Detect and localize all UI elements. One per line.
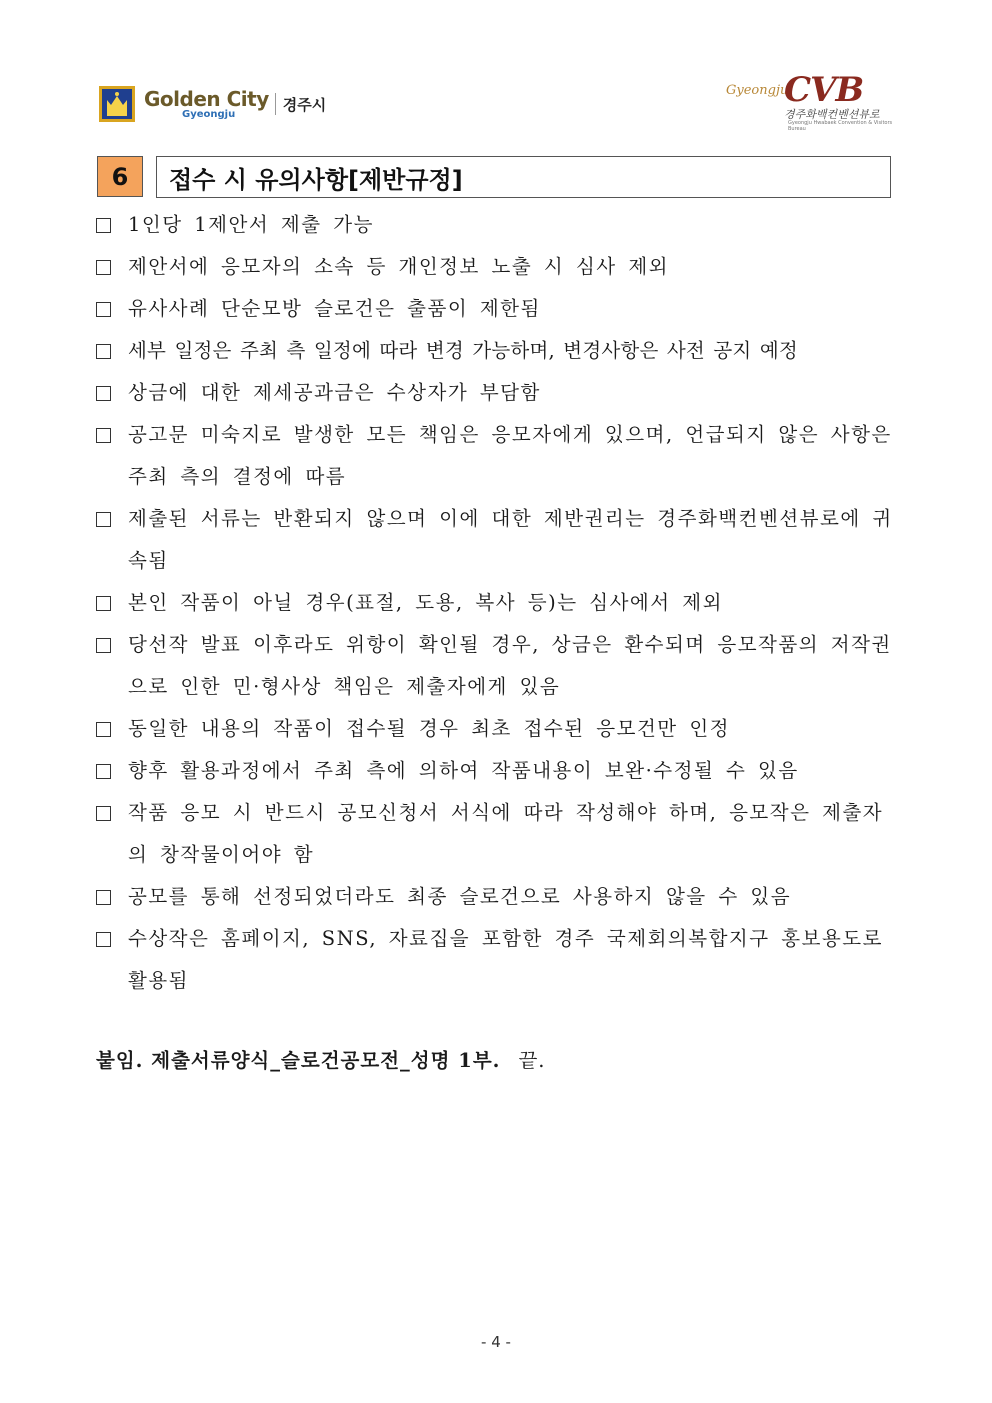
list-item-text: 작품 응모 시 반드시 공모신청서 서식에 따라 작성해야 하며, 응모작은 제출자의 창작물이어야 함 bbox=[128, 801, 884, 866]
list-item bbox=[96, 498, 896, 582]
list-item bbox=[96, 750, 896, 792]
list-item-text: 당선작 발표 이후라도 위항이 확인될 경우, 상금은 환수되며 응모작품의 저작권으로 인한 민·형사상 책임은 제출자에게 있음 bbox=[128, 633, 892, 698]
list-item bbox=[96, 792, 896, 876]
list-item bbox=[96, 288, 896, 330]
empty-checkbox-icon bbox=[96, 344, 111, 359]
list-item bbox=[96, 204, 896, 246]
section-number: 6 bbox=[97, 156, 143, 197]
list-item-text: 본인 작품이 아닐 경우(표절, 도용, 복사 등)는 심사에서 제외 bbox=[128, 591, 723, 614]
list-item-text: 제출된 서류는 반환되지 않으며 이에 대한 제반권리는 경주화백컨벤션뷰로에 귀속됨 bbox=[128, 507, 893, 572]
empty-checkbox-icon bbox=[96, 302, 111, 317]
list-item bbox=[96, 624, 896, 708]
logo-divider bbox=[275, 93, 276, 115]
empty-checkbox-icon bbox=[96, 386, 111, 401]
gyeongju-cvb-logo bbox=[726, 70, 896, 130]
document-end-mark: 끝. bbox=[518, 1049, 546, 1072]
golden-city-logo bbox=[98, 82, 326, 126]
empty-checkbox-icon bbox=[96, 806, 111, 821]
cvb-korean-name: 경주화백컨벤션뷰로 bbox=[784, 108, 880, 121]
cvb-gyeongju-script: Gyeongju bbox=[726, 83, 789, 98]
list-item-text: 상금에 대한 제세공과금은 수상자가 부담함 bbox=[128, 381, 541, 404]
empty-checkbox-icon bbox=[96, 890, 111, 905]
golden-city-sub: Gyeongju bbox=[182, 108, 236, 120]
gyeongju-crown-emblem-icon bbox=[98, 84, 136, 124]
list-item bbox=[96, 918, 896, 1002]
list-item bbox=[96, 708, 896, 750]
empty-checkbox-icon bbox=[96, 932, 111, 947]
list-item-text: 세부 일정은 주최 측 일정에 따라 변경 가능하며, 변경사항은 사전 공지 예정 bbox=[128, 339, 798, 362]
cvb-mark: CVB bbox=[784, 70, 864, 110]
list-item bbox=[96, 876, 896, 918]
list-item bbox=[96, 330, 896, 372]
empty-checkbox-icon bbox=[96, 596, 111, 611]
city-name: 경주시 bbox=[282, 95, 327, 114]
empty-checkbox-icon bbox=[96, 638, 111, 653]
page-header bbox=[0, 0, 992, 140]
list-item-text: 1인당 1제안서 제출 가능 bbox=[128, 213, 374, 236]
attachment-label: 붙임. 제출서류양식_슬로건공모전_성명 1부. bbox=[96, 1049, 501, 1072]
list-item-text: 향후 활용과정에서 주최 측에 의하여 작품내용이 보완·수정될 수 있음 bbox=[128, 759, 799, 782]
section-title: 접수 시 유의사항[제반규정] bbox=[156, 156, 891, 198]
page-number: - 4 - bbox=[481, 1333, 511, 1351]
cvb-english-name: Gyeongju Hwabaek Convention & Visitors Bureau bbox=[788, 120, 893, 132]
list-item-text: 동일한 내용의 작품이 접수될 경우 최초 접수된 응모건만 인정 bbox=[128, 717, 731, 740]
list-item-text: 공고문 미숙지로 발생한 모든 책임은 응모자에게 있으며, 언급되지 않은 사항은 주최 측의 결정에 따름 bbox=[128, 423, 892, 488]
list-item-text: 수상작은 홈페이지, SNS, 자료집을 포함한 경주 국제회의복합지구 홍보용도로 활용됨 bbox=[128, 927, 883, 992]
list-item bbox=[96, 372, 896, 414]
empty-checkbox-icon bbox=[96, 428, 111, 443]
empty-checkbox-icon bbox=[96, 722, 111, 737]
empty-checkbox-icon bbox=[96, 764, 111, 779]
list-item bbox=[96, 414, 896, 498]
list-item bbox=[96, 246, 896, 288]
list-item bbox=[96, 582, 896, 624]
empty-checkbox-icon bbox=[96, 512, 111, 527]
empty-checkbox-icon bbox=[96, 218, 111, 233]
attachment-line bbox=[96, 1040, 546, 1082]
golden-city-brand: Golden City bbox=[144, 86, 269, 111]
empty-checkbox-icon bbox=[96, 260, 111, 275]
rules-list bbox=[96, 204, 896, 1002]
list-item-text: 제안서에 응모자의 소속 등 개인정보 노출 시 심사 제외 bbox=[128, 255, 670, 278]
list-item-text: 유사사례 단순모방 슬로건은 출품이 제한됨 bbox=[128, 297, 541, 320]
list-item-text: 공모를 통해 선정되었더라도 최종 슬로건으로 사용하지 않을 수 있음 bbox=[128, 885, 792, 908]
